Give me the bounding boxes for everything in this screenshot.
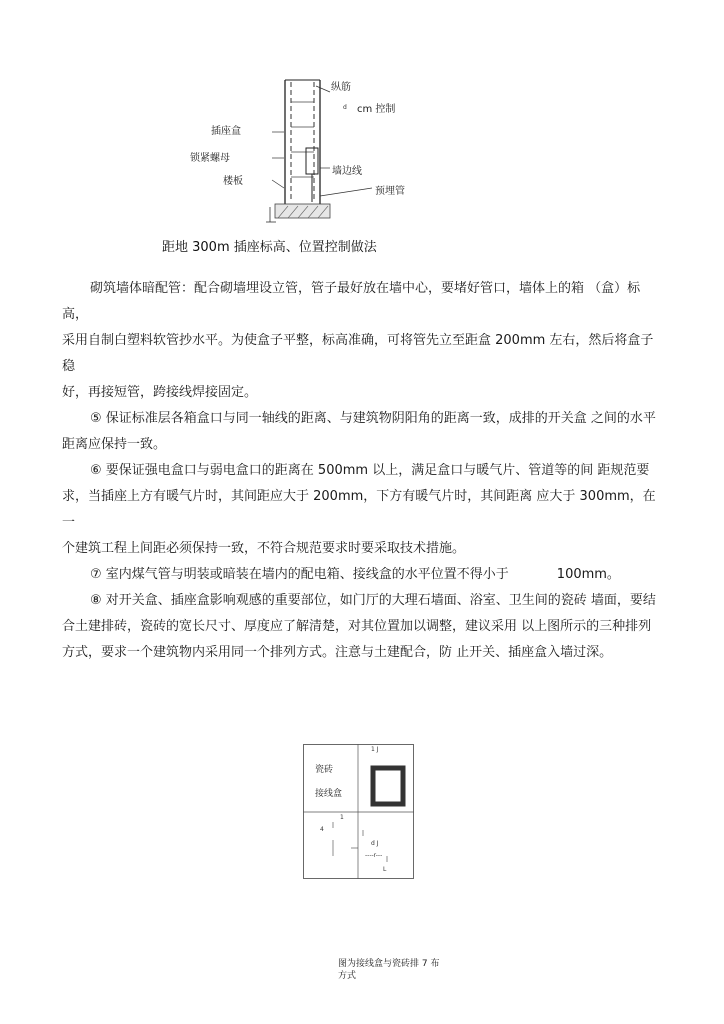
paragraph-7-value: 100mm。 bbox=[556, 567, 620, 582]
figure-tile-box bbox=[303, 744, 415, 880]
figure2-caption bbox=[338, 958, 439, 982]
label-junction-box: 接线盒 bbox=[315, 789, 343, 799]
paragraph-1-line-1: 砌筑墙体暗配管：配合砌墙埋设立管，管子最好放在墙中心，要堵好管口，墙体上的箱 （盒）标高， bbox=[62, 281, 641, 322]
floor-slab-shape bbox=[275, 204, 330, 218]
label-zongjin: 纵筋 bbox=[331, 82, 351, 93]
figure2-caption-line-2: 方式 bbox=[338, 971, 357, 981]
figure2-caption-line-1: 图为接线盒与瓷砖排 7 布 bbox=[338, 959, 440, 969]
paragraph-5-line-1: ⑤ 保证标准层各箱盒口与同一轴线的距离、与建筑物阴阳角的距离一致，成排的开关盒 之间的水平 bbox=[90, 411, 656, 426]
label-wall-edge: 墙边线 bbox=[332, 166, 362, 177]
paragraph-8-line-3: 方式，要求一个建筑物内采用同一个排列方式。注意与土建配合，防 止开关、插座盒入墙过深。 bbox=[62, 645, 613, 660]
paragraph-8-line-2: 合土建排砖，瓷砖的宽长尺寸、厚度应了解清楚，对其位置加以调整，建议采用 以上图所示的三种排列 bbox=[62, 619, 652, 634]
label-lock-nut: 锁紧螺母 bbox=[190, 153, 230, 164]
paragraph-7-text: ⑦ 室内煤气管与明装或暗装在墙内的配电箱、接线盒的水平位置不得小于 bbox=[90, 567, 509, 582]
paragraph-5-line-2: 距离应保持一致。 bbox=[62, 437, 167, 452]
mark-d: d bbox=[343, 104, 347, 111]
label-floor-slab: 楼板 bbox=[223, 176, 243, 187]
paragraph-6-line-2: 求，当插座上方有暖气片时，其间距应大于 200mm，下方有暖气片时，其间距离 应大于 300mm，在一 bbox=[62, 489, 656, 530]
figure1-caption: 距地 300m 插座标高、位置控制做法 bbox=[162, 240, 377, 255]
label-cm-control: cm 控制 bbox=[357, 104, 396, 115]
paragraph-1-line-2: 采用自制白塑料软管抄水平。为使盒子平整，标高准确，可将管先立至距盒 200mm 左右，然后将盒子稳 bbox=[62, 333, 654, 374]
mark-L: L bbox=[383, 866, 387, 873]
paragraph-8-line-1: ⑧ 对开关盒、插座盒影响观感的重要部位，如门厅的大理石墙面、浴室、卫生间的瓷砖 墙面，要结 bbox=[90, 593, 656, 608]
paragraph-7 bbox=[62, 562, 662, 588]
paragraph-6-line-3: 个建筑工程上间距必须保持一致，不符合规范要求时要采取技术措施。 bbox=[62, 541, 466, 556]
paragraph-6-line-1: ⑥ 要保证强电盒口与弱电盒口的距离在 500mm 以上，满足盒口与暖气片、管道等的间 距规范要 bbox=[90, 463, 650, 478]
mark-top: 1 J bbox=[371, 746, 379, 753]
mark-1: 1 bbox=[340, 814, 344, 821]
label-socket-box: 插座盒 bbox=[211, 126, 241, 137]
label-tile: 瓷砖 bbox=[315, 765, 334, 775]
mark-dj: d J bbox=[371, 840, 379, 847]
mark-dash: ----r--- bbox=[365, 852, 383, 859]
paragraph-1-line-3: 好，再接短管，跨接线焊接固定。 bbox=[62, 385, 258, 400]
label-embedded-pipe: 预埋管 bbox=[375, 186, 405, 197]
junction-box-shape bbox=[373, 768, 403, 804]
mark-4: 4 bbox=[320, 826, 324, 833]
body-text bbox=[62, 276, 662, 666]
figure-socket-height bbox=[180, 72, 440, 252]
